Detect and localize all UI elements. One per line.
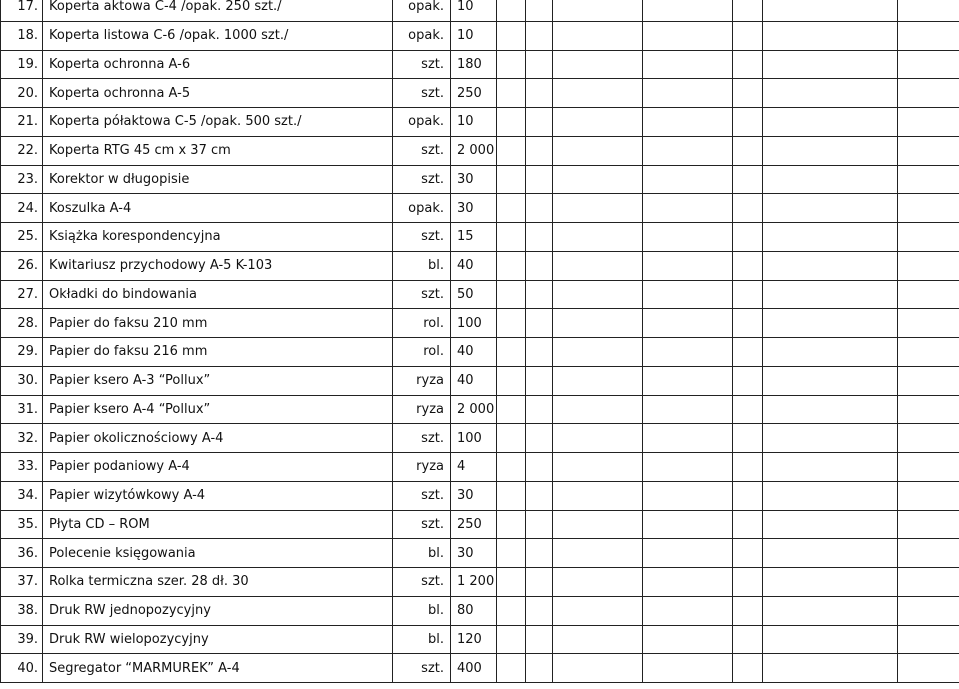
item-quantity: 30 <box>451 539 497 568</box>
empty-cell <box>526 453 553 482</box>
empty-cell <box>898 453 959 482</box>
empty-cell <box>553 0 643 21</box>
empty-cell <box>763 424 898 453</box>
item-name: Segregator “MARMUREK” A-4 <box>43 654 393 683</box>
empty-cell <box>526 79 553 108</box>
item-name: Okładki do bindowania <box>43 280 393 309</box>
item-quantity: 50 <box>451 280 497 309</box>
row-number: 17. <box>1 0 43 21</box>
empty-cell <box>763 194 898 223</box>
item-unit: szt. <box>393 165 451 194</box>
empty-cell <box>733 79 763 108</box>
empty-cell <box>497 280 526 309</box>
empty-cell <box>497 136 526 165</box>
empty-cell <box>497 309 526 338</box>
empty-cell <box>643 395 733 424</box>
item-unit: rol. <box>393 309 451 338</box>
item-name: Koperta listowa C-6 /opak. 1000 szt./ <box>43 21 393 50</box>
empty-cell <box>643 309 733 338</box>
table-row <box>1 223 959 252</box>
item-name: Polecenie księgowania <box>43 539 393 568</box>
item-quantity: 40 <box>451 366 497 395</box>
empty-cell <box>643 79 733 108</box>
row-number: 21. <box>1 108 43 137</box>
item-unit: bl. <box>393 251 451 280</box>
item-name: Płyta CD – ROM <box>43 510 393 539</box>
empty-cell <box>643 338 733 367</box>
table-body <box>1 0 959 683</box>
empty-cell <box>497 251 526 280</box>
row-number: 27. <box>1 280 43 309</box>
empty-cell <box>553 654 643 683</box>
empty-cell <box>643 625 733 654</box>
empty-cell <box>526 568 553 597</box>
empty-cell <box>898 280 959 309</box>
item-quantity: 30 <box>451 481 497 510</box>
empty-cell <box>763 453 898 482</box>
item-quantity: 2 000 <box>451 395 497 424</box>
item-unit: szt. <box>393 79 451 108</box>
empty-cell <box>733 223 763 252</box>
item-name: Papier okolicznościowy A-4 <box>43 424 393 453</box>
item-unit: szt. <box>393 280 451 309</box>
table-row <box>1 568 959 597</box>
empty-cell <box>553 366 643 395</box>
row-number: 28. <box>1 309 43 338</box>
empty-cell <box>643 510 733 539</box>
table-row <box>1 165 959 194</box>
empty-cell <box>763 50 898 79</box>
empty-cell <box>733 165 763 194</box>
empty-cell <box>643 21 733 50</box>
empty-cell <box>733 366 763 395</box>
empty-cell <box>553 625 643 654</box>
empty-cell <box>553 50 643 79</box>
table-row <box>1 338 959 367</box>
item-quantity: 10 <box>451 21 497 50</box>
item-name: Papier do faksu 210 mm <box>43 309 393 338</box>
table-row <box>1 79 959 108</box>
table-row <box>1 539 959 568</box>
row-number: 32. <box>1 424 43 453</box>
empty-cell <box>526 625 553 654</box>
empty-cell <box>733 395 763 424</box>
empty-cell <box>526 596 553 625</box>
item-name: Rolka termiczna szer. 28 dł. 30 <box>43 568 393 597</box>
table-row <box>1 510 959 539</box>
item-quantity: 10 <box>451 0 497 21</box>
empty-cell <box>733 596 763 625</box>
row-number: 36. <box>1 539 43 568</box>
empty-cell <box>898 0 959 21</box>
item-name: Kwitariusz przychodowy A-5 K-103 <box>43 251 393 280</box>
empty-cell <box>526 280 553 309</box>
item-name: Koperta ochronna A-6 <box>43 50 393 79</box>
empty-cell <box>733 50 763 79</box>
row-number: 37. <box>1 568 43 597</box>
empty-cell <box>898 539 959 568</box>
empty-cell <box>763 366 898 395</box>
item-name: Koperta RTG 45 cm x 37 cm <box>43 136 393 165</box>
empty-cell <box>733 251 763 280</box>
item-quantity: 250 <box>451 79 497 108</box>
item-unit: szt. <box>393 50 451 79</box>
item-name: Papier podaniowy A-4 <box>43 453 393 482</box>
empty-cell <box>763 309 898 338</box>
empty-cell <box>763 568 898 597</box>
empty-cell <box>526 0 553 21</box>
table-row <box>1 251 959 280</box>
empty-cell <box>763 21 898 50</box>
empty-cell <box>497 654 526 683</box>
table-row <box>1 0 959 21</box>
empty-cell <box>763 165 898 194</box>
empty-cell <box>643 568 733 597</box>
empty-cell <box>526 108 553 137</box>
empty-cell <box>643 0 733 21</box>
item-unit: bl. <box>393 539 451 568</box>
empty-cell <box>497 194 526 223</box>
empty-cell <box>526 50 553 79</box>
empty-cell <box>497 108 526 137</box>
empty-cell <box>497 50 526 79</box>
table-row <box>1 596 959 625</box>
empty-cell <box>643 366 733 395</box>
empty-cell <box>733 625 763 654</box>
row-number: 30. <box>1 366 43 395</box>
item-name: Druk RW wielopozycyjny <box>43 625 393 654</box>
empty-cell <box>526 251 553 280</box>
item-quantity: 15 <box>451 223 497 252</box>
table-row <box>1 136 959 165</box>
item-name: Koperta aktowa C-4 /opak. 250 szt./ <box>43 0 393 21</box>
table-row <box>1 395 959 424</box>
item-unit: opak. <box>393 108 451 137</box>
empty-cell <box>643 596 733 625</box>
empty-cell <box>763 625 898 654</box>
empty-cell <box>643 654 733 683</box>
empty-cell <box>643 539 733 568</box>
empty-cell <box>898 251 959 280</box>
empty-cell <box>553 223 643 252</box>
item-quantity: 100 <box>451 424 497 453</box>
empty-cell <box>526 654 553 683</box>
item-unit: szt. <box>393 568 451 597</box>
row-number: 24. <box>1 194 43 223</box>
empty-cell <box>553 309 643 338</box>
empty-cell <box>898 223 959 252</box>
empty-cell <box>526 510 553 539</box>
item-unit: bl. <box>393 625 451 654</box>
empty-cell <box>526 539 553 568</box>
empty-cell <box>898 510 959 539</box>
item-name: Korektor w długopisie <box>43 165 393 194</box>
empty-cell <box>497 481 526 510</box>
item-name: Książka korespondencyjna <box>43 223 393 252</box>
empty-cell <box>526 223 553 252</box>
item-quantity: 2 000 <box>451 136 497 165</box>
empty-cell <box>526 165 553 194</box>
empty-cell <box>497 625 526 654</box>
empty-cell <box>497 596 526 625</box>
item-unit: szt. <box>393 654 451 683</box>
item-name: Papier wizytówkowy A-4 <box>43 481 393 510</box>
empty-cell <box>553 136 643 165</box>
empty-cell <box>643 50 733 79</box>
empty-cell <box>497 79 526 108</box>
empty-cell <box>733 280 763 309</box>
empty-cell <box>553 165 643 194</box>
empty-cell <box>763 654 898 683</box>
item-unit: opak. <box>393 21 451 50</box>
row-number: 35. <box>1 510 43 539</box>
empty-cell <box>643 136 733 165</box>
empty-cell <box>763 596 898 625</box>
item-name: Papier do faksu 216 mm <box>43 338 393 367</box>
item-unit: ryza <box>393 395 451 424</box>
empty-cell <box>733 453 763 482</box>
empty-cell <box>553 568 643 597</box>
empty-cell <box>497 21 526 50</box>
empty-cell <box>898 366 959 395</box>
empty-cell <box>526 194 553 223</box>
empty-cell <box>898 165 959 194</box>
empty-cell <box>733 0 763 21</box>
empty-cell <box>898 79 959 108</box>
empty-cell <box>553 510 643 539</box>
empty-cell <box>733 194 763 223</box>
empty-cell <box>553 79 643 108</box>
table-row <box>1 424 959 453</box>
table-row <box>1 194 959 223</box>
empty-cell <box>497 424 526 453</box>
item-quantity: 100 <box>451 309 497 338</box>
item-name: Koperta półaktowa C-5 /opak. 500 szt./ <box>43 108 393 137</box>
empty-cell <box>763 136 898 165</box>
item-unit: bl. <box>393 596 451 625</box>
empty-cell <box>553 453 643 482</box>
empty-cell <box>497 395 526 424</box>
row-number: 25. <box>1 223 43 252</box>
empty-cell <box>763 108 898 137</box>
item-unit: szt. <box>393 510 451 539</box>
table-row <box>1 21 959 50</box>
empty-cell <box>643 453 733 482</box>
item-name: Koszulka A-4 <box>43 194 393 223</box>
row-number: 20. <box>1 79 43 108</box>
row-number: 31. <box>1 395 43 424</box>
item-unit: szt. <box>393 424 451 453</box>
empty-cell <box>898 424 959 453</box>
item-quantity: 30 <box>451 194 497 223</box>
empty-cell <box>733 568 763 597</box>
empty-cell <box>553 395 643 424</box>
item-unit: ryza <box>393 366 451 395</box>
empty-cell <box>733 136 763 165</box>
item-unit: szt. <box>393 136 451 165</box>
table-row <box>1 309 959 338</box>
item-quantity: 400 <box>451 654 497 683</box>
empty-cell <box>733 108 763 137</box>
empty-cell <box>526 309 553 338</box>
empty-cell <box>763 338 898 367</box>
empty-cell <box>763 251 898 280</box>
item-quantity: 40 <box>451 251 497 280</box>
empty-cell <box>497 366 526 395</box>
item-name: Papier ksero A-3 “Pollux” <box>43 366 393 395</box>
empty-cell <box>763 0 898 21</box>
row-number: 22. <box>1 136 43 165</box>
empty-cell <box>763 79 898 108</box>
empty-cell <box>898 194 959 223</box>
empty-cell <box>553 194 643 223</box>
empty-cell <box>553 539 643 568</box>
row-number: 19. <box>1 50 43 79</box>
empty-cell <box>526 481 553 510</box>
item-unit: szt. <box>393 223 451 252</box>
empty-cell <box>497 223 526 252</box>
item-name: Druk RW jednopozycyjny <box>43 596 393 625</box>
empty-cell <box>526 338 553 367</box>
empty-cell <box>643 280 733 309</box>
empty-cell <box>553 596 643 625</box>
row-number: 33. <box>1 453 43 482</box>
empty-cell <box>497 539 526 568</box>
table-row <box>1 280 959 309</box>
empty-cell <box>733 424 763 453</box>
empty-cell <box>898 654 959 683</box>
empty-cell <box>898 309 959 338</box>
empty-cell <box>898 136 959 165</box>
item-quantity: 40 <box>451 338 497 367</box>
item-quantity: 180 <box>451 50 497 79</box>
empty-cell <box>763 481 898 510</box>
empty-cell <box>763 223 898 252</box>
empty-cell <box>733 481 763 510</box>
item-quantity: 4 <box>451 453 497 482</box>
table-row <box>1 625 959 654</box>
empty-cell <box>763 280 898 309</box>
empty-cell <box>898 338 959 367</box>
empty-cell <box>643 424 733 453</box>
empty-cell <box>733 338 763 367</box>
row-number: 38. <box>1 596 43 625</box>
row-number: 29. <box>1 338 43 367</box>
item-quantity: 80 <box>451 596 497 625</box>
row-number: 18. <box>1 21 43 50</box>
empty-cell <box>553 21 643 50</box>
empty-cell <box>497 568 526 597</box>
empty-cell <box>526 395 553 424</box>
empty-cell <box>553 280 643 309</box>
empty-cell <box>898 625 959 654</box>
empty-cell <box>497 165 526 194</box>
row-number: 26. <box>1 251 43 280</box>
row-number: 40. <box>1 654 43 683</box>
table-row <box>1 654 959 683</box>
empty-cell <box>733 510 763 539</box>
empty-cell <box>643 194 733 223</box>
empty-cell <box>526 21 553 50</box>
item-unit: szt. <box>393 481 451 510</box>
item-quantity: 1 200 <box>451 568 497 597</box>
empty-cell <box>553 338 643 367</box>
item-name: Papier ksero A-4 “Pollux” <box>43 395 393 424</box>
table-row <box>1 366 959 395</box>
empty-cell <box>898 50 959 79</box>
row-number: 39. <box>1 625 43 654</box>
empty-cell <box>898 596 959 625</box>
empty-cell <box>898 395 959 424</box>
empty-cell <box>763 395 898 424</box>
empty-cell <box>898 108 959 137</box>
row-number: 34. <box>1 481 43 510</box>
item-quantity: 120 <box>451 625 497 654</box>
empty-cell <box>526 366 553 395</box>
item-unit: ryza <box>393 453 451 482</box>
empty-cell <box>553 251 643 280</box>
empty-cell <box>643 165 733 194</box>
table-row <box>1 481 959 510</box>
empty-cell <box>763 539 898 568</box>
empty-cell <box>643 108 733 137</box>
empty-cell <box>497 453 526 482</box>
empty-cell <box>526 424 553 453</box>
item-unit: opak. <box>393 194 451 223</box>
item-quantity: 10 <box>451 108 497 137</box>
empty-cell <box>497 0 526 21</box>
item-quantity: 250 <box>451 510 497 539</box>
item-name: Koperta ochronna A-5 <box>43 79 393 108</box>
table-row <box>1 108 959 137</box>
empty-cell <box>643 481 733 510</box>
item-unit: opak. <box>393 0 451 21</box>
item-quantity: 30 <box>451 165 497 194</box>
empty-cell <box>733 309 763 338</box>
empty-cell <box>497 338 526 367</box>
empty-cell <box>526 136 553 165</box>
empty-cell <box>553 108 643 137</box>
empty-cell <box>733 539 763 568</box>
empty-cell <box>898 481 959 510</box>
empty-cell <box>643 251 733 280</box>
empty-cell <box>553 481 643 510</box>
empty-cell <box>898 568 959 597</box>
empty-cell <box>763 510 898 539</box>
empty-cell <box>497 510 526 539</box>
table-row <box>1 453 959 482</box>
empty-cell <box>733 21 763 50</box>
empty-cell <box>553 424 643 453</box>
row-number: 23. <box>1 165 43 194</box>
empty-cell <box>643 223 733 252</box>
item-unit: rol. <box>393 338 451 367</box>
table-row <box>1 50 959 79</box>
empty-cell <box>733 654 763 683</box>
empty-cell <box>898 21 959 50</box>
